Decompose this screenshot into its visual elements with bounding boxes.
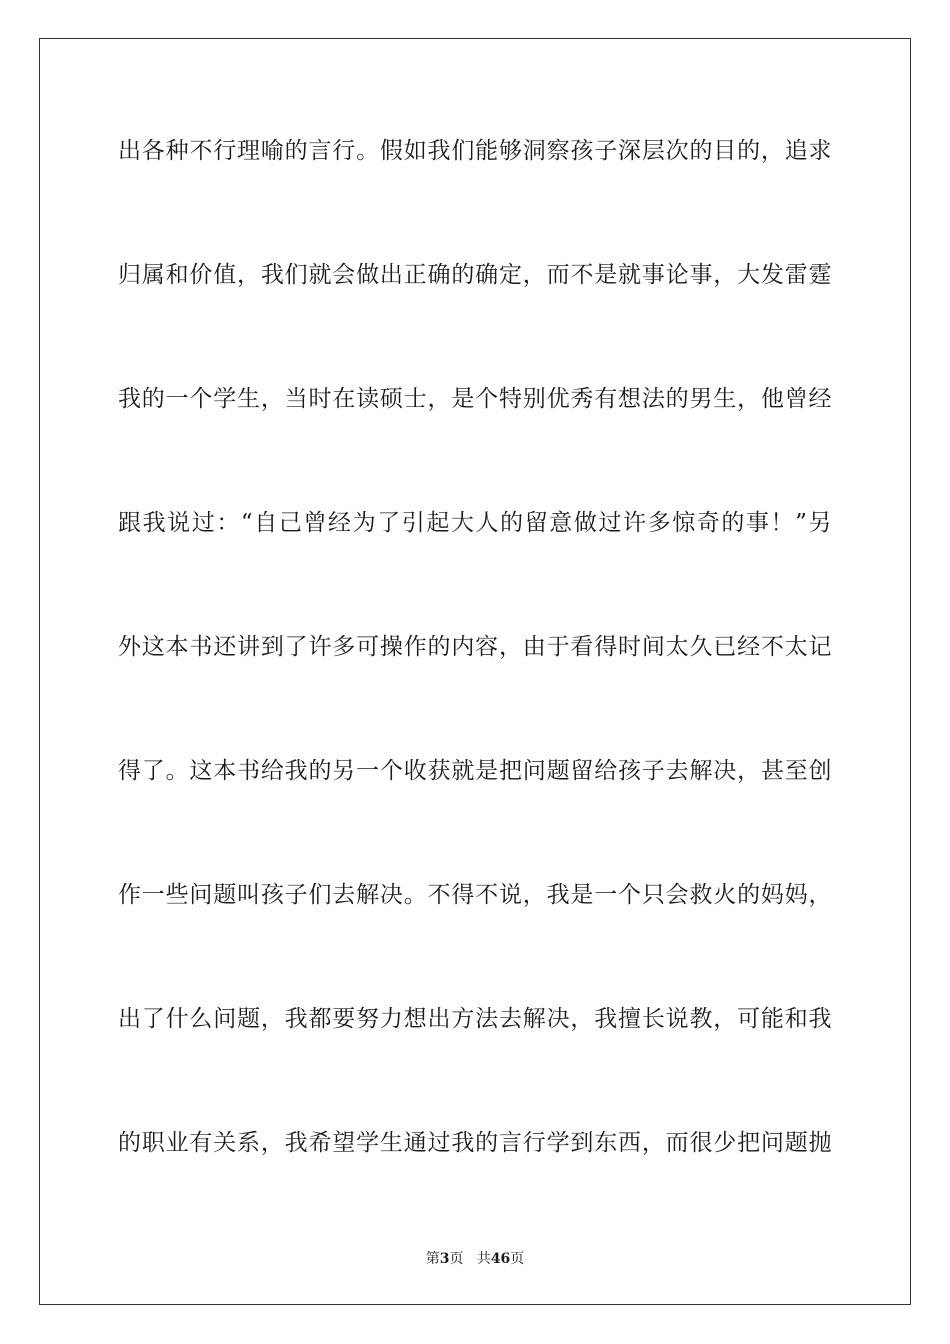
body-text-line: 得了。这本书给我的另一个收获就是把问题留给孩子去解决，甚至创 [118,758,832,784]
page-footer [0,1248,950,1268]
body-text-line: 外这本书还讲到了许多可操作的内容，由于看得时间太久已经不太记 [118,634,832,660]
page-border [39,38,911,1305]
page-number: 3 [439,1251,450,1267]
total-pages: 46 [490,1251,511,1267]
body-text-line: 的职业有关系，我希望学生通过我的言行学到东西，而很少把问题抛 [118,1130,832,1156]
page-suffix: 页 [449,1251,464,1267]
body-text-line: 我的一个学生，当时在读硕士，是个特别优秀有想法的男生，他曾经 [118,386,832,412]
page-prefix: 第 [425,1251,440,1267]
body-text-line: 作一些问题叫孩子们去解决。不得不说，我是一个只会救火的妈妈， [118,882,832,908]
total-prefix: 共 [476,1251,491,1267]
body-text-line: 归属和价值，我们就会做出正确的确定，而不是就事论事，大发雷霆 [118,262,832,288]
body-text-line: 跟我说过：“自己曾经为了引起大人的留意做过许多惊奇的事！”另 [118,510,832,536]
total-suffix: 页 [510,1251,525,1267]
body-text-line: 出各种不行理喻的言行。假如我们能够洞察孩子深层次的目的，追求 [118,138,832,164]
body-text-line: 出了什么问题，我都要努力想出方法去解决，我擅长说教，可能和我 [118,1006,832,1032]
